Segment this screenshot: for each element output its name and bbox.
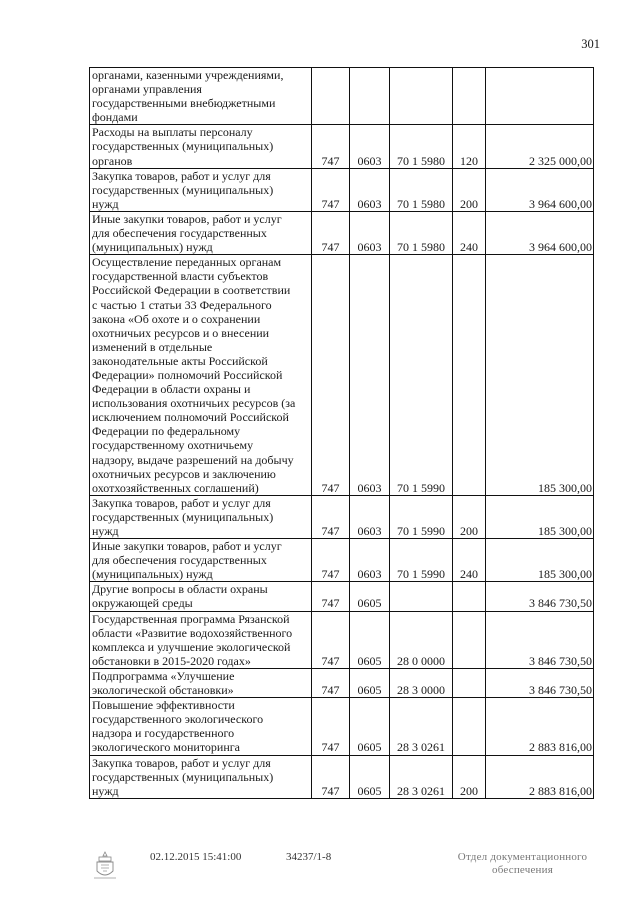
cell-name-line: с частью 1 статьи 33 Федерального <box>92 297 272 312</box>
table-row <box>90 168 594 211</box>
cell-amount: 3 846 730,50 <box>486 582 594 611</box>
cell-amount: 2 883 816,00 <box>486 698 594 755</box>
cell-name-line: обстановки в 2015-2020 годах» <box>92 653 251 668</box>
table-row <box>90 611 594 668</box>
cell-name <box>90 539 312 582</box>
cell-name-line: Повышение эффективности <box>92 698 235 713</box>
cell-expense-type: 240 <box>453 211 486 254</box>
cell-name-line: нужд <box>92 783 119 798</box>
cell-name <box>90 698 312 755</box>
table-row <box>90 125 594 168</box>
cell-name-line: Закупка товаров, работ и услуг для <box>92 168 271 183</box>
cell-name <box>90 125 312 168</box>
cell-expense-type: 200 <box>453 168 486 211</box>
cell-amount: 185 300,00 <box>486 255 594 496</box>
cell-ministry-code: 747 <box>312 582 350 611</box>
footer-department-line-1: Отдел документационного <box>457 851 588 863</box>
cell-name-line: государственных (муниципальных) <box>92 509 274 524</box>
cell-article-code: 28 0 0000 <box>390 611 453 668</box>
cell-name <box>90 211 312 254</box>
cell-name-line: Осуществление переданных органам <box>92 255 282 270</box>
cell-ministry-code: 747 <box>312 755 350 798</box>
cell-article-code: 70 1 5980 <box>390 168 453 211</box>
coat-of-arms-icon <box>92 851 118 881</box>
footer-datetime: 02.12.2015 15:41:00 <box>150 851 242 863</box>
table-row <box>90 495 594 538</box>
cell-name-line: Федерации в области охраны и <box>92 382 251 397</box>
cell-amount: 2 883 816,00 <box>486 755 594 798</box>
page-number: 301 <box>581 37 600 51</box>
table-row <box>90 698 594 755</box>
cell-name-line: государственному охотничьему <box>92 438 254 453</box>
cell-name-line: (муниципальных) нужд <box>92 240 213 255</box>
cell-name <box>90 68 312 125</box>
cell-name-line: Закупка товаров, работ и услуг для <box>92 755 271 770</box>
cell-article-code <box>390 68 453 125</box>
cell-amount: 3 964 600,00 <box>486 211 594 254</box>
cell-name <box>90 168 312 211</box>
cell-expense-type <box>453 668 486 697</box>
cell-article-code: 70 1 5990 <box>390 495 453 538</box>
cell-article-code: 70 1 5980 <box>390 211 453 254</box>
cell-section-code: 0603 <box>350 211 390 254</box>
cell-section-code: 0603 <box>350 539 390 582</box>
cell-name-line: Иные закупки товаров, работ и услуг <box>92 539 282 554</box>
cell-name-line: Расходы на выплаты персоналу <box>92 125 253 140</box>
cell-name-line: охотничьих ресурсов и о внесении <box>92 325 270 340</box>
cell-section-code: 0605 <box>350 668 390 697</box>
cell-name-line: Российской Федерации в соответствии <box>92 283 291 298</box>
cell-name-line: охотничьих ресурсов и заключению <box>92 466 276 481</box>
cell-name-line: государственного экологического <box>92 712 264 727</box>
cell-article-code: 28 3 0261 <box>390 755 453 798</box>
cell-name <box>90 611 312 668</box>
cell-name-line: нужд <box>92 196 119 211</box>
cell-ministry-code: 747 <box>312 255 350 496</box>
cell-section-code: 0605 <box>350 611 390 668</box>
table-row <box>90 211 594 254</box>
cell-name-line: надзору, выдаче разрешений на добычу <box>92 452 294 467</box>
cell-name-line: органами, казенными учреждениями, <box>92 68 284 82</box>
budget-table <box>89 67 594 799</box>
cell-name-line: окружающей среды <box>92 596 193 611</box>
cell-name <box>90 582 312 611</box>
footer-department-stamp <box>440 851 605 877</box>
cell-expense-type <box>453 698 486 755</box>
cell-name-line: органов <box>92 153 133 168</box>
cell-section-code: 0603 <box>350 125 390 168</box>
cell-name-line: области «Развитие водохозяйственного <box>92 625 293 640</box>
cell-name-line: Государственная программа Рязанской <box>92 611 290 626</box>
cell-name-line: государственными внебюджетными <box>92 96 276 111</box>
cell-name <box>90 668 312 697</box>
budget-table-body <box>90 68 594 799</box>
cell-name-line: Закупка товаров, работ и услуг для <box>92 495 271 510</box>
cell-article-code: 70 1 5990 <box>390 539 453 582</box>
cell-name-line: экологического мониторинга <box>92 740 240 755</box>
cell-name-line: исключением полномочий Российской <box>92 410 289 425</box>
cell-name <box>90 255 312 496</box>
cell-amount: 185 300,00 <box>486 495 594 538</box>
cell-article-code: 70 1 5980 <box>390 125 453 168</box>
footer-document-number: 34237/1-8 <box>286 851 332 863</box>
cell-section-code <box>350 68 390 125</box>
cell-amount: 3 846 730,50 <box>486 611 594 668</box>
table-row <box>90 755 594 798</box>
cell-name-line: органами управления <box>92 82 202 97</box>
cell-expense-type <box>453 611 486 668</box>
cell-name-line: изменений в отдельные <box>92 339 213 354</box>
cell-name-line: Федерации» полномочий Российской <box>92 367 283 382</box>
cell-article-code <box>390 582 453 611</box>
cell-article-code: 70 1 5990 <box>390 255 453 496</box>
cell-section-code: 0605 <box>350 755 390 798</box>
cell-name-line: фондами <box>92 110 138 125</box>
cell-name-line: Подпрограмма «Улучшение <box>92 668 235 683</box>
table-row <box>90 255 594 496</box>
table-row <box>90 668 594 697</box>
cell-section-code: 0603 <box>350 168 390 211</box>
cell-name-line: законодательные акты Российской <box>92 353 268 368</box>
cell-name-line: Федерации по федеральному <box>92 424 241 439</box>
table-row <box>90 68 594 125</box>
cell-name-line: государственных (муниципальных) <box>92 769 274 784</box>
cell-ministry-code: 747 <box>312 539 350 582</box>
cell-ministry-code: 747 <box>312 125 350 168</box>
cell-amount: 3 846 730,50 <box>486 668 594 697</box>
cell-name-line: (муниципальных) нужд <box>92 567 213 582</box>
cell-expense-type <box>453 68 486 125</box>
cell-amount: 185 300,00 <box>486 539 594 582</box>
cell-name-line: для обеспечения государственных <box>92 553 267 568</box>
cell-name-line: надзора и государственного <box>92 726 235 741</box>
table-row <box>90 539 594 582</box>
cell-ministry-code: 747 <box>312 168 350 211</box>
cell-name-line: охотхозяйственных соглашений) <box>92 480 259 495</box>
cell-name-line: для обеспечения государственных <box>92 226 267 241</box>
cell-expense-type: 240 <box>453 539 486 582</box>
cell-name-line: государственных (муниципальных) <box>92 139 274 154</box>
cell-name-line: Иные закупки товаров, работ и услуг <box>92 211 282 226</box>
cell-ministry-code <box>312 68 350 125</box>
cell-ministry-code: 747 <box>312 611 350 668</box>
cell-ministry-code: 747 <box>312 211 350 254</box>
cell-expense-type: 200 <box>453 755 486 798</box>
cell-ministry-code: 747 <box>312 698 350 755</box>
cell-name-line: нужд <box>92 524 119 538</box>
cell-expense-type <box>453 255 486 496</box>
cell-name <box>90 755 312 798</box>
cell-section-code: 0605 <box>350 698 390 755</box>
cell-section-code: 0605 <box>350 582 390 611</box>
cell-name-line: экологической обстановки» <box>92 683 234 698</box>
cell-amount: 2 325 000,00 <box>486 125 594 168</box>
cell-name-line: закона «Об охоте и о сохранении <box>92 311 261 326</box>
cell-name-line: комплекса и улучшение экологической <box>92 639 291 654</box>
cell-article-code: 28 3 0261 <box>390 698 453 755</box>
cell-name-line: Другие вопросы в области охраны <box>92 582 268 597</box>
cell-name <box>90 495 312 538</box>
cell-expense-type: 200 <box>453 495 486 538</box>
cell-expense-type <box>453 582 486 611</box>
cell-name-line: государственных (муниципальных) <box>92 182 274 197</box>
cell-expense-type: 120 <box>453 125 486 168</box>
cell-ministry-code: 747 <box>312 668 350 697</box>
table-row <box>90 582 594 611</box>
cell-section-code: 0603 <box>350 495 390 538</box>
cell-article-code: 28 3 0000 <box>390 668 453 697</box>
cell-name-line: государственной власти субъектов <box>92 269 269 284</box>
cell-ministry-code: 747 <box>312 495 350 538</box>
footer-department-line-2: обеспечения <box>492 864 553 876</box>
cell-amount <box>486 68 594 125</box>
cell-amount: 3 964 600,00 <box>486 168 594 211</box>
cell-name-line: использования охотничьих ресурсов (за <box>92 396 296 411</box>
cell-section-code: 0603 <box>350 255 390 496</box>
